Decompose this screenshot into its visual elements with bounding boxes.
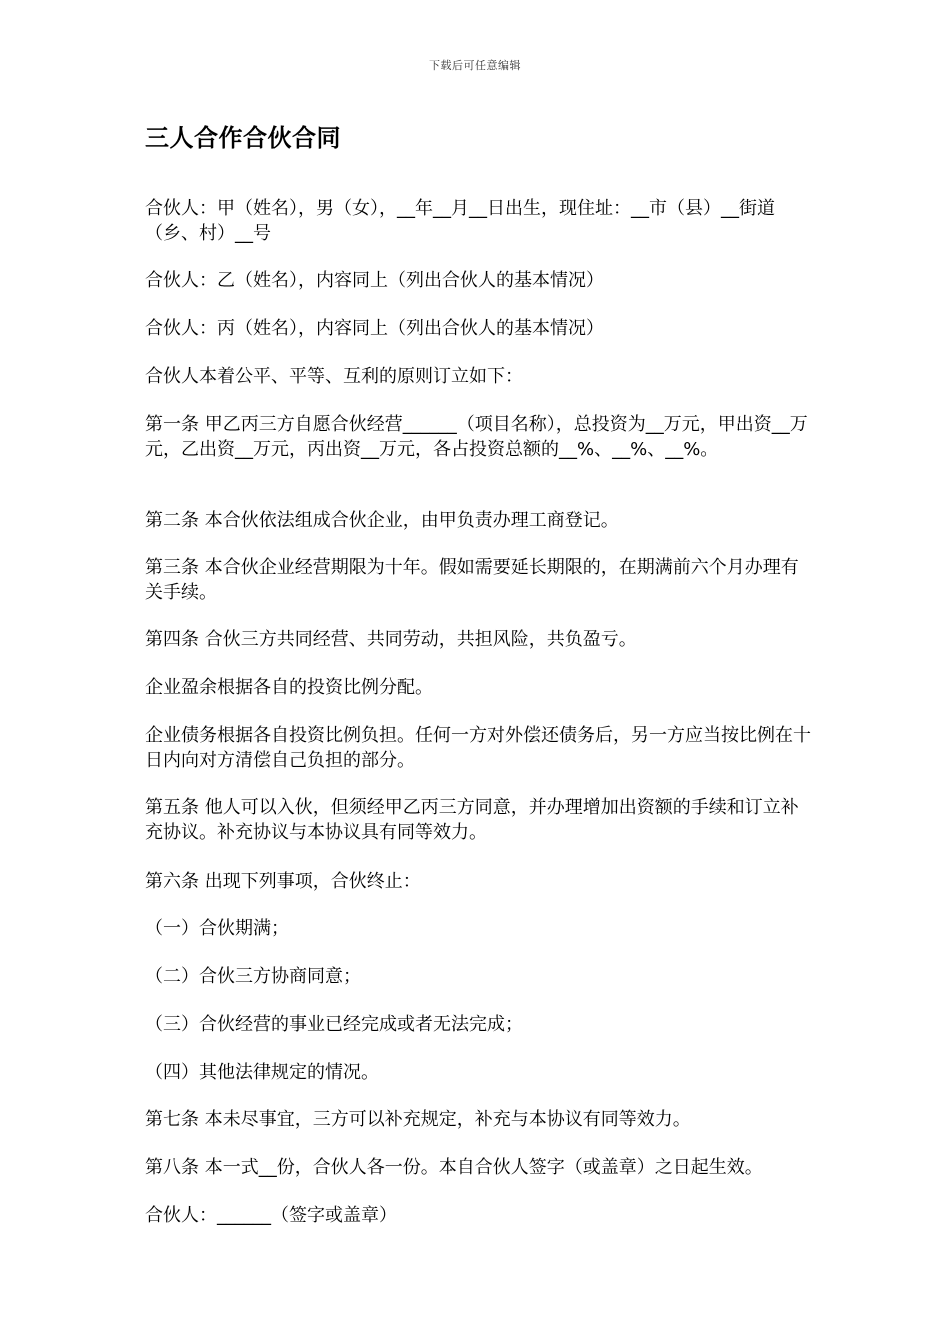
signature-line: 合伙人：______（签字或盖章） [145,1205,397,1226]
list-item-termination-2: （二）合伙三方协商同意； [145,966,361,987]
paragraph-debt-liability: 企业债务根据各自投资比例负担。任何一方对外偿还债务后，另一方应当按比例在十日内向对方清偿自己负担的部分。 [145,725,811,771]
paragraph-article-6: 第六条 出现下列事项，合伙终止： [145,871,421,892]
paragraph-profit-distribution: 企业盈余根据各自的投资比例分配。 [145,677,433,698]
paragraph-article-3: 第三条 本合伙企业经营期限为十年。假如需要延长期限的，在期满前六个月办理有关手续。 [145,557,799,603]
paragraph-article-5: 第五条 他人可以入伙，但须经甲乙丙三方同意，并办理增加出资额的手续和订立补充协议。补充协议与本协议具有同等效力。 [145,797,799,843]
paragraph-article-1: 第一条 甲乙丙三方自愿合伙经营______（项目名称），总投资为__万元，甲出资__万元，乙出资__万元，丙出资__万元，各占投资总额的__%、__%、__%。 [145,414,808,460]
list-item-termination-3: （三）合伙经营的事业已经完成或者无法完成； [145,1014,523,1035]
paragraph-preamble: 合伙人本着公平、平等、互利的原则订立如下： [145,366,523,387]
page-header-note: 下载后可任意编辑 [429,59,521,72]
paragraph-partner-b: 合伙人：乙（姓名），内容同上（列出合伙人的基本情况） [145,270,604,291]
document-title: 三人合作合伙合同 [145,124,341,152]
list-item-termination-1: （一）合伙期满； [145,918,289,939]
paragraph-partner-c: 合伙人：丙（姓名），内容同上（列出合伙人的基本情况） [145,318,604,339]
paragraph-article-7: 第七条 本未尽事宜，三方可以补充规定，补充与本协议有同等效力。 [145,1109,691,1130]
paragraph-partner-a: 合伙人：甲（姓名），男（女），__年__月__日出生，现住址：__市（县）__街道（乡、村）__号 [145,198,775,244]
paragraph-article-2: 第二条 本合伙依法组成合伙企业，由甲负责办理工商登记。 [145,510,619,531]
paragraph-article-4: 第四条 合伙三方共同经营、共同劳动，共担风险，共负盈亏。 [145,629,637,650]
list-item-termination-4: （四）其他法律规定的情况。 [145,1062,379,1083]
paragraph-article-8: 第八条 本一式__份，合伙人各一份。本自合伙人签字（或盖章）之日起生效。 [145,1157,763,1178]
